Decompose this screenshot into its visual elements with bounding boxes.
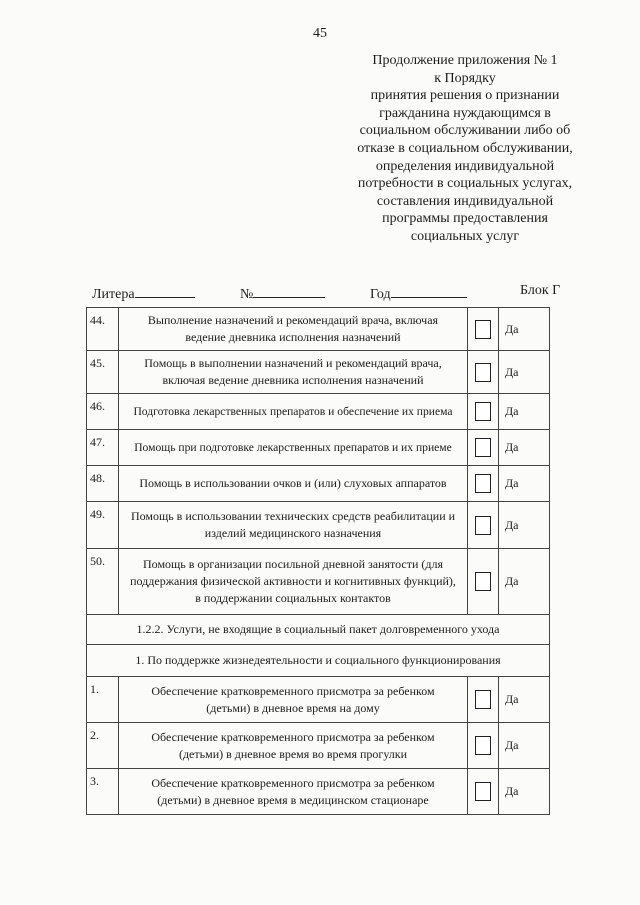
- table-row: [87, 723, 550, 769]
- checkbox-cell: [468, 677, 499, 723]
- block-value: Г: [552, 283, 561, 298]
- table-row: [87, 502, 550, 549]
- section-heading: 1.2.2. Услуги, не входящие в социальный пакет долговременного ухода: [87, 615, 550, 645]
- answer-checkbox[interactable]: [475, 438, 491, 457]
- description-line: включая ведение дневника исполнения назначений: [162, 373, 424, 387]
- checkbox-cell: [468, 502, 499, 549]
- table-row: [87, 308, 550, 351]
- description-line: Подготовка лекарственных препаратов и обеспечение их приема: [133, 405, 453, 418]
- checkbox-cell: [468, 394, 499, 430]
- service-description: [119, 723, 468, 769]
- header-line: составления индивидуальной: [376, 193, 554, 209]
- header-line: социальных услуг: [410, 228, 520, 244]
- checkbox-cell: [468, 466, 499, 502]
- answer-checkbox[interactable]: [475, 736, 491, 755]
- answer-label: Да: [499, 502, 550, 549]
- litera-field: [92, 283, 195, 303]
- number-label: №: [240, 287, 254, 302]
- checkbox-cell: [468, 308, 499, 351]
- description-line: Помощь при подготовке лекарственных препаратов и их приеме: [134, 441, 452, 454]
- service-description: [119, 351, 468, 394]
- service-description: [119, 394, 468, 430]
- answer-label: Да: [499, 351, 550, 394]
- row-number: 2.: [87, 723, 119, 769]
- answer-checkbox[interactable]: [475, 572, 491, 591]
- service-description: [119, 308, 468, 351]
- table-row: [87, 549, 550, 615]
- checkbox-cell: [468, 549, 499, 615]
- description-line: (детьми) в дневное время на дому: [206, 700, 380, 715]
- answer-checkbox[interactable]: [475, 363, 491, 382]
- table-row: [87, 430, 550, 466]
- description-line: Помощь в использовании технических средств реабилитации и: [130, 509, 456, 523]
- section-row: [87, 615, 550, 645]
- year-label: Год: [370, 287, 391, 302]
- number-field: [240, 283, 325, 303]
- number-blank: [253, 283, 325, 298]
- answer-label: Да: [499, 430, 550, 466]
- header-line: принятия решения о признании: [370, 88, 560, 104]
- description-line: изделий медицинского назначения: [204, 526, 382, 540]
- description-line: Помощь в использовании очков и (или) слуховых аппаратов: [139, 476, 447, 490]
- answer-checkbox[interactable]: [475, 320, 491, 339]
- answer-label: Да: [499, 769, 550, 815]
- row-number: 44.: [87, 308, 119, 351]
- header-line: социальном обслуживании либо об: [359, 123, 571, 139]
- form-meta-row: [92, 283, 582, 303]
- description-line: (детьми) в дневное время во время прогулки: [178, 746, 408, 761]
- answer-label: Да: [499, 723, 550, 769]
- page-number: 45: [313, 26, 327, 41]
- row-number: 46.: [87, 394, 119, 430]
- service-description: [119, 677, 468, 723]
- table-row: [87, 394, 550, 430]
- block-label: Блок: [520, 283, 549, 298]
- block-field: [520, 283, 560, 299]
- header-line: к Порядку: [434, 70, 496, 86]
- year-blank: [391, 283, 467, 298]
- table-row: [87, 677, 550, 723]
- answer-checkbox[interactable]: [475, 782, 491, 801]
- appendix-header-note: [330, 52, 600, 246]
- row-number: 50.: [87, 549, 119, 615]
- checkbox-cell: [468, 723, 499, 769]
- checkbox-cell: [468, 430, 499, 466]
- answer-label: Да: [499, 466, 550, 502]
- service-description: [119, 502, 468, 549]
- answer-label: Да: [499, 677, 550, 723]
- row-number: 48.: [87, 466, 119, 502]
- table-row: [87, 351, 550, 394]
- row-number: 45.: [87, 351, 119, 394]
- service-description: [119, 549, 468, 615]
- table-row: [87, 466, 550, 502]
- row-number: 47.: [87, 430, 119, 466]
- description-line: Обеспечение кратковременного присмотра за ребенком: [151, 775, 435, 790]
- row-number: 3.: [87, 769, 119, 815]
- description-line: Выполнение назначений и рекомендаций врача, включая: [147, 313, 439, 327]
- header-line: определения индивидуальной: [375, 158, 555, 174]
- header-line: программы предоставления: [382, 211, 548, 227]
- row-number: 1.: [87, 677, 119, 723]
- row-number: 49.: [87, 502, 119, 549]
- header-line: гражданина нуждающимся в: [379, 105, 551, 121]
- checkbox-cell: [468, 351, 499, 394]
- year-field: [370, 283, 467, 303]
- table-row: [87, 769, 550, 815]
- section-heading: 1. По поддержке жизнедеятельности и социального функционирования: [87, 645, 550, 677]
- service-description: [119, 769, 468, 815]
- answer-label: Да: [499, 549, 550, 615]
- answer-label: Да: [499, 308, 550, 351]
- description-line: Помощь в выполнении назначений и рекомендаций врача,: [144, 356, 442, 370]
- answer-checkbox[interactable]: [475, 690, 491, 709]
- answer-label: Да: [499, 394, 550, 430]
- description-line: Обеспечение кратковременного присмотра за ребенком: [151, 729, 435, 744]
- service-description: [119, 466, 468, 502]
- description-line: (детьми) в дневное время в медицинском стационаре: [157, 792, 429, 807]
- checkbox-cell: [468, 769, 499, 815]
- header-line: отказе в социальном обслуживании,: [357, 140, 573, 156]
- description-line: Помощь в организации посильной дневной занятости (для: [143, 557, 443, 571]
- services-table: [86, 307, 550, 815]
- answer-checkbox[interactable]: [475, 474, 491, 493]
- service-description: [119, 430, 468, 466]
- answer-checkbox[interactable]: [475, 516, 491, 535]
- header-line: Продолжение приложения № 1: [372, 53, 558, 68]
- header-line: потребности в социальных услугах,: [357, 176, 573, 192]
- answer-checkbox[interactable]: [475, 402, 491, 421]
- description-line: поддержания физической активности и когнитивных функций),: [130, 574, 456, 588]
- litera-blank: [135, 283, 195, 298]
- description-line: в поддержании социальных контактов: [195, 591, 391, 605]
- section-row: [87, 645, 550, 677]
- description-line: Обеспечение кратковременного присмотра за ребенком: [151, 683, 435, 698]
- description-line: ведение дневника исполнения назначений: [185, 330, 401, 344]
- litera-label: Литера: [92, 287, 135, 302]
